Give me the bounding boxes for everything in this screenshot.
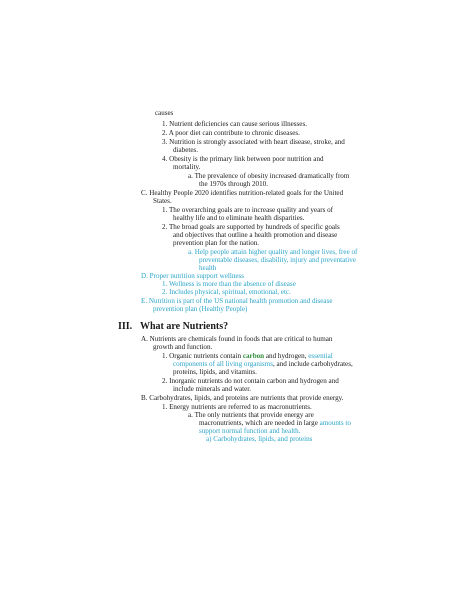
- sub-list-item-continued: the 1970s through 2010.: [199, 180, 268, 188]
- outline-item-a: A. Nutrients are chemicals found in foods that are critical to human: [141, 335, 333, 343]
- sub-list-item-continued: macronutrients, which are needed in large amounts to: [199, 419, 351, 427]
- list-item-continued: mortality.: [173, 163, 201, 171]
- list-item: 1. Wellness is more than the absence of disease: [162, 280, 296, 288]
- list-item-continued: proteins, lipids, and vitamins.: [173, 368, 257, 376]
- outline-item-continued: States.: [153, 197, 172, 205]
- sub-list-item-continued: health: [199, 264, 217, 272]
- sub-sub-list-item: a) Carbohydrates, lipids, and proteins: [206, 435, 313, 443]
- list-item-continued: diabetes.: [173, 146, 199, 154]
- sub-list-item-continued: support normal function and health.: [199, 427, 301, 435]
- sub-list-item-continued: preventable diseases, disability, injury and preventative: [199, 256, 356, 264]
- outline-item-e: E. Nutrition is part of the US national health promotion and disease: [141, 297, 333, 305]
- sub-list-item: a. The prevalence of obesity increased dramatically from: [188, 172, 350, 180]
- list-item-continued: prevention plan for the nation.: [173, 239, 260, 247]
- outline-item-b: B. Carbohydrates, lipids, and proteins are nutrients that provide energy.: [141, 394, 344, 402]
- list-item: 1. Nutrient deficiencies can cause serious illnesses.: [162, 120, 307, 128]
- cut-off-text-fragment: causes: [155, 109, 174, 117]
- sub-list-item: a. Help people attain higher quality and longer lives, free of: [188, 248, 358, 256]
- list-item-continued: components of all living organisms, and include carbohydrates,: [173, 360, 353, 368]
- list-item: 1. The overarching goals are to increase quality and years of: [162, 206, 334, 214]
- section-numeral: III.: [118, 321, 133, 332]
- list-item: 1. Energy nutrients are referred to as macronutrients.: [162, 403, 312, 411]
- list-item: 2. A poor diet can contribute to chronic diseases.: [162, 129, 300, 137]
- outline-item-continued: growth and function.: [153, 343, 213, 351]
- list-item: 2. The broad goals are supported by hundreds of specific goals: [162, 223, 340, 231]
- list-item: 2. Inorganic nutrients do not contain carbon and hydrogen and: [162, 377, 339, 385]
- highlight-carbon: carbon: [242, 352, 265, 360]
- list-item-continued: healthy life and to eliminate health disparities.: [173, 214, 305, 222]
- list-item: 3. Nutrition is strongly associated with heart disease, stroke, and: [162, 138, 345, 146]
- list-item-continued: and objectives that outline a health promotion and disease: [173, 231, 338, 239]
- outline-item-d: D. Proper nutrition support wellness: [141, 272, 245, 280]
- outline-item-c: C. Healthy People 2020 identifies nutrition-related goals for the United: [141, 189, 344, 197]
- list-item: 2. Includes physical, spiritual, emotional, etc.: [162, 288, 291, 296]
- sub-list-item: a. The only nutrients that provide energy are: [188, 411, 314, 419]
- outline-item-continued: prevention plan (Healthy People): [153, 305, 248, 313]
- list-item: 1. Organic nutrients contain carbon and hydrogen, essential: [162, 352, 333, 360]
- list-item: 4. Obesity is the primary link between poor nutrition and: [162, 155, 324, 163]
- section-heading: What are Nutrients?: [140, 321, 229, 332]
- list-item-continued: include minerals and water.: [173, 385, 252, 393]
